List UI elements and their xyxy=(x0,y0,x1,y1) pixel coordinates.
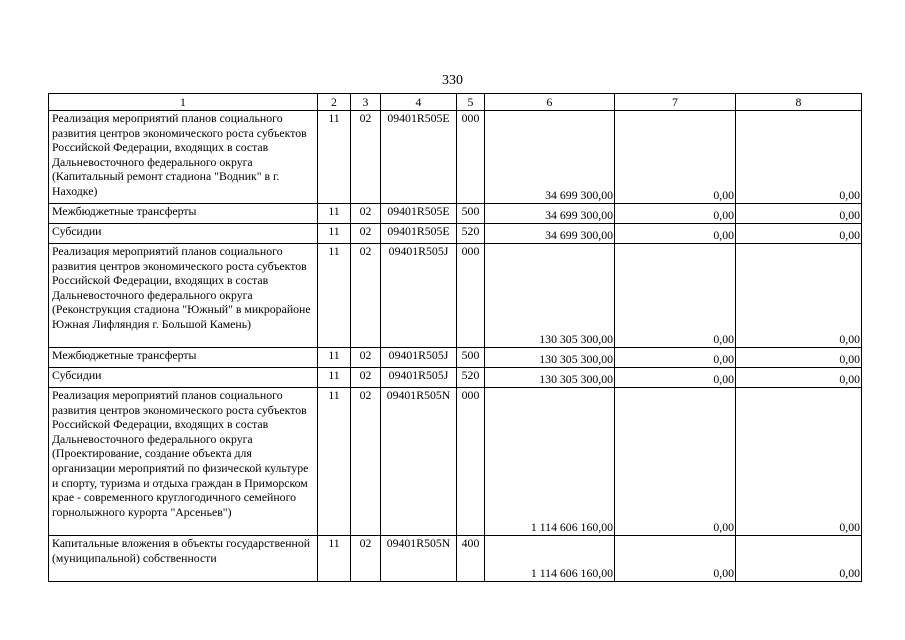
section-code: 11 xyxy=(318,224,351,244)
column-header: 6 xyxy=(485,94,615,111)
expense-type-code: 000 xyxy=(457,111,485,204)
subsection-code: 02 xyxy=(351,388,381,536)
amount-col6: 34 699 300,00 xyxy=(485,224,615,244)
section-code: 11 xyxy=(318,536,351,582)
table-row xyxy=(49,368,862,388)
amount-col8: 0,00 xyxy=(736,388,862,536)
subsection-code: 02 xyxy=(351,368,381,388)
amount-col7: 0,00 xyxy=(615,536,736,582)
expense-type-code: 520 xyxy=(457,368,485,388)
row-name: Межбюджетные трансферты xyxy=(49,348,318,368)
table-row xyxy=(49,536,862,582)
section-code: 11 xyxy=(318,111,351,204)
section-code: 11 xyxy=(318,244,351,348)
expense-type-code: 520 xyxy=(457,224,485,244)
target-item-code: 09401R505N xyxy=(381,536,457,582)
target-item-code: 09401R505E xyxy=(381,204,457,224)
table-row xyxy=(49,244,862,348)
subsection-code: 02 xyxy=(351,224,381,244)
amount-col7: 0,00 xyxy=(615,224,736,244)
target-item-code: 09401R505E xyxy=(381,111,457,204)
expense-type-code: 400 xyxy=(457,536,485,582)
section-code: 11 xyxy=(318,388,351,536)
subsection-code: 02 xyxy=(351,111,381,204)
expense-type-code: 500 xyxy=(457,204,485,224)
column-header: 1 xyxy=(49,94,318,111)
budget-table xyxy=(48,93,862,582)
table-row xyxy=(49,348,862,368)
amount-col8: 0,00 xyxy=(736,111,862,204)
column-header: 3 xyxy=(351,94,381,111)
amount-col6: 130 305 300,00 xyxy=(485,368,615,388)
table-row xyxy=(49,388,862,536)
table-row xyxy=(49,204,862,224)
row-name: Реализация мероприятий планов социального развития центров экономического роста субъектов Российской Федерации, входящих в состав Дальневосточного федерального округа (Проектирование, создание объекта для организации мероприятий по физической культуре и спорту, туризма и отдыха граждан в Приморском крае - современного круглогодичного семейного горнолыжного курорта "Арсеньев") xyxy=(49,388,318,536)
subsection-code: 02 xyxy=(351,536,381,582)
subsection-code: 02 xyxy=(351,348,381,368)
amount-col7: 0,00 xyxy=(615,368,736,388)
row-name: Межбюджетные трансферты xyxy=(49,204,318,224)
amount-col6: 130 305 300,00 xyxy=(485,348,615,368)
section-code: 11 xyxy=(318,348,351,368)
section-code: 11 xyxy=(318,204,351,224)
target-item-code: 09401R505N xyxy=(381,388,457,536)
subsection-code: 02 xyxy=(351,204,381,224)
amount-col8: 0,00 xyxy=(736,244,862,348)
column-header: 4 xyxy=(381,94,457,111)
row-name: Субсидии xyxy=(49,368,318,388)
amount-col8: 0,00 xyxy=(736,368,862,388)
expense-type-code: 000 xyxy=(457,388,485,536)
row-name: Реализация мероприятий планов социального развития центров экономического роста субъектов Российской Федерации, входящих в состав Дальневосточного федерального округа (Капитальный ремонт стадиона "Водник" в г. Находке) xyxy=(49,111,318,204)
header-row xyxy=(49,94,862,111)
amount-col7: 0,00 xyxy=(615,111,736,204)
amount-col6: 130 305 300,00 xyxy=(485,244,615,348)
amount-col7: 0,00 xyxy=(615,348,736,368)
amount-col7: 0,00 xyxy=(615,388,736,536)
row-name: Реализация мероприятий планов социального развития центров экономического роста субъектов Российской Федерации, входящих в состав Дальневосточного федерального округа (Реконструкция стадиона "Южный" в микрорайоне Южная Лифляндия г. Большой Камень) xyxy=(49,244,318,348)
amount-col7: 0,00 xyxy=(615,204,736,224)
column-header: 5 xyxy=(457,94,485,111)
column-header: 7 xyxy=(615,94,736,111)
amount-col8: 0,00 xyxy=(736,536,862,582)
amount-col8: 0,00 xyxy=(736,204,862,224)
amount-col8: 0,00 xyxy=(736,224,862,244)
target-item-code: 09401R505E xyxy=(381,224,457,244)
target-item-code: 09401R505J xyxy=(381,244,457,348)
amount-col6: 34 699 300,00 xyxy=(485,111,615,204)
column-header: 2 xyxy=(318,94,351,111)
row-name: Капитальные вложения в объекты государственной (муниципальной) собственности xyxy=(49,536,318,582)
amount-col8: 0,00 xyxy=(736,348,862,368)
row-name: Субсидии xyxy=(49,224,318,244)
expense-type-code: 500 xyxy=(457,348,485,368)
amount-col6: 1 114 606 160,00 xyxy=(485,388,615,536)
table-row xyxy=(49,224,862,244)
page-number: 330 xyxy=(442,73,463,88)
column-header: 8 xyxy=(736,94,862,111)
amount-col6: 34 699 300,00 xyxy=(485,204,615,224)
section-code: 11 xyxy=(318,368,351,388)
target-item-code: 09401R505J xyxy=(381,348,457,368)
target-item-code: 09401R505J xyxy=(381,368,457,388)
amount-col7: 0,00 xyxy=(615,244,736,348)
expense-type-code: 000 xyxy=(457,244,485,348)
amount-col6: 1 114 606 160,00 xyxy=(485,536,615,582)
table-row xyxy=(49,111,862,204)
subsection-code: 02 xyxy=(351,244,381,348)
